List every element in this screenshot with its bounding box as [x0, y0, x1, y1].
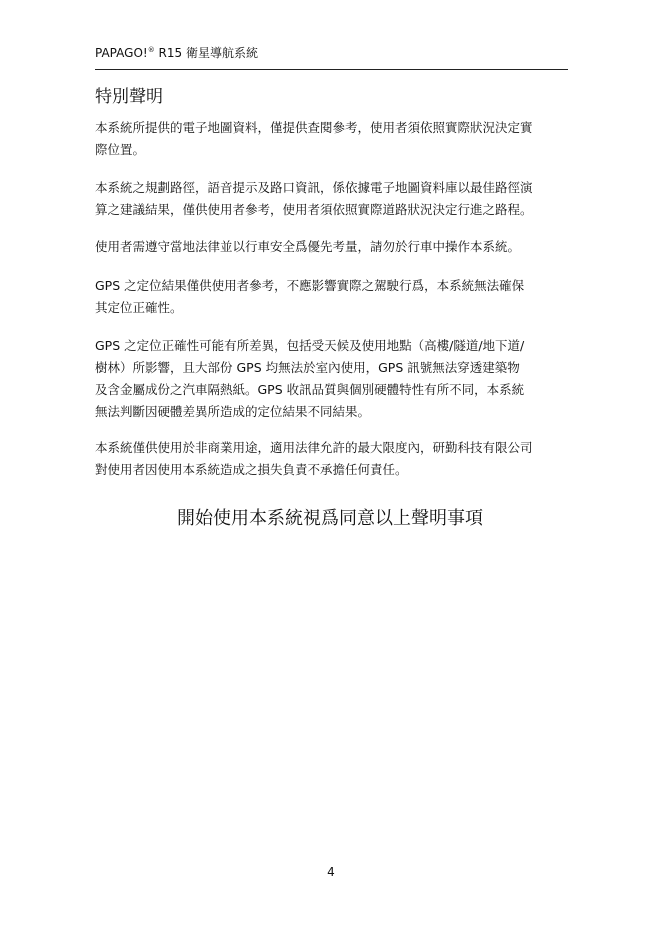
- disclaimer-paragraph-liability: [95, 437, 565, 481]
- paragraph-line: 樹林）所影響，且大部份 GPS 均無法於室內使用，GPS 訊號無法穿透建築物: [95, 360, 520, 375]
- paragraph-line: 對使用者因使用本系統造成之損失負責不承擔任何責任。: [95, 462, 408, 477]
- paragraph-line: 無法判斷因硬體差異所造成的定位結果不同結果。: [95, 404, 371, 419]
- page-header: [95, 44, 568, 70]
- paragraph-line: GPS 之定位結果僅供使用者參考，不應影響實際之駕駛行爲，本系統無法確保: [95, 278, 525, 293]
- section-title: 特別聲明: [95, 87, 163, 107]
- registered-mark: ®: [147, 46, 155, 54]
- paragraph-line: 算之建議結果，僅供使用者參考，使用者須依照實際道路狀況決定行進之路程。: [95, 202, 533, 217]
- paragraph-line: 本系統僅供使用於非商業用途，適用法律允許的最大限度內，研勤科技有限公司: [95, 440, 533, 455]
- disclaimer-paragraph-map-reference: [95, 117, 565, 161]
- disclaimer-paragraph-driving-safety: [95, 236, 565, 258]
- paragraph-line: 其定位正確性。: [95, 300, 183, 315]
- paragraph-line: 本系統之規劃路徑，語音提示及路口資訊，係依據電子地圖資料庫以最佳路徑演: [95, 180, 533, 195]
- paragraph-line: 際位置。: [95, 142, 146, 157]
- disclaimer-paragraph-gps-accuracy: [95, 335, 565, 423]
- disclaimer-paragraph-gps-reference: [95, 275, 565, 319]
- header-product: R15 衛星導航系統: [154, 46, 258, 60]
- paragraph-line: 使用者需遵守當地法律並以行車安全爲優先考量，請勿於行車中操作本系統。: [95, 239, 521, 254]
- paragraph-line: GPS 之定位正確性可能有所差異，包括受天候及使用地點（高樓/隧道/地下道/: [95, 338, 525, 353]
- header-brand: PAPAGO!: [95, 46, 148, 60]
- header-title: [95, 45, 258, 61]
- paragraph-line: 及含金屬成份之汽車隔熱紙。GPS 收訊品質與個別硬體特性有所不同，本系統: [95, 382, 525, 397]
- disclaimer-paragraph-route-planning: [95, 177, 565, 221]
- page-number: 4: [327, 865, 335, 879]
- closing-statement: 開始使用本系統視爲同意以上聲明事項: [177, 508, 483, 529]
- paragraph-line: 本系統所提供的電子地圖資料，僅提供查閱參考，使用者須依照實際狀況決定實: [95, 120, 533, 135]
